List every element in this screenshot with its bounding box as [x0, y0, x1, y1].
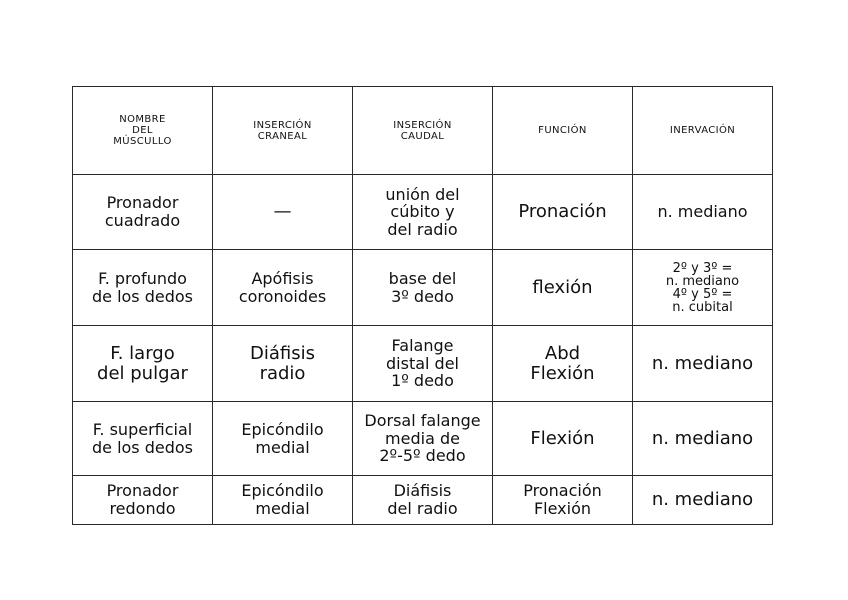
cell-innervation [633, 175, 773, 250]
cell-text: Diáfisis radio [250, 342, 315, 384]
cell-text: Apófisis coronoides [238, 268, 327, 306]
cell-text: F. largo del pulgar [97, 342, 188, 384]
header-innervation-text: INERVACIÓN [669, 125, 736, 136]
cell-text: Diáfisis del radio [387, 481, 458, 518]
cell-muscle-name [73, 250, 213, 326]
cell-muscle-name [73, 326, 213, 402]
cell-caudal-insertion [353, 476, 493, 525]
cell-cranial-insertion [213, 175, 353, 250]
cell-function [493, 175, 633, 250]
cell-muscle-name [73, 402, 213, 476]
cell-caudal-insertion [353, 250, 493, 326]
cell-caudal-insertion [353, 175, 493, 250]
cell-text: Dorsal falange media de 2º-5º dedo [364, 411, 481, 466]
cell-innervation [633, 402, 773, 476]
cell-text: Falange distal del 1º dedo [386, 336, 459, 391]
cell-function [493, 476, 633, 525]
cell-muscle-name [73, 175, 213, 250]
table-row [73, 326, 773, 402]
cell-text: n. mediano [651, 489, 754, 511]
cell-text: unión del cúbito y del radio [385, 184, 460, 239]
cell-cranial-insertion [213, 476, 353, 525]
cell-text: flexión [532, 276, 593, 298]
cell-cranial-insertion [213, 250, 353, 326]
cell-text: Flexión [530, 427, 595, 449]
header-innervation [633, 87, 773, 175]
header-cranial-insertion [213, 87, 353, 175]
cell-text: n. mediano [651, 352, 754, 374]
cell-text: Pronador redondo [106, 481, 179, 518]
cell-function [493, 402, 633, 476]
table-row [73, 175, 773, 250]
table-row [73, 476, 773, 525]
cell-innervation [633, 476, 773, 525]
cell-text: — [273, 201, 292, 223]
cell-caudal-insertion [353, 326, 493, 402]
cell-caudal-insertion [353, 402, 493, 476]
cell-text: Pronador cuadrado [104, 193, 181, 230]
cell-text: F. profundo de los dedos [91, 268, 194, 306]
cell-function [493, 326, 633, 402]
cell-cranial-insertion [213, 402, 353, 476]
cell-text: Pronación Flexión [523, 481, 602, 518]
cell-text: base del 3º dedo [388, 268, 457, 306]
cell-muscle-name [73, 476, 213, 525]
cell-function [493, 250, 633, 326]
cell-text: Abd Flexión [530, 342, 595, 384]
cell-text: 2º y 3º = n. mediano 4º y 5º = n. cubital [665, 260, 740, 315]
header-muscle-name [73, 87, 213, 175]
cell-cranial-insertion [213, 326, 353, 402]
cell-innervation [633, 250, 773, 326]
cell-text: n. mediano [651, 427, 754, 449]
header-caudal-insertion-text: INSERCIÓN CAUDAL [393, 119, 452, 142]
header-caudal-insertion [353, 87, 493, 175]
cell-text: Epicóndilo medial [241, 419, 324, 457]
cell-text: n. mediano [657, 202, 748, 222]
cell-text: F. superficial de los dedos [91, 419, 194, 457]
cell-innervation [633, 326, 773, 402]
cell-text: Pronación [518, 201, 607, 223]
cell-text: Epicóndilo medial [241, 481, 324, 518]
header-function-text: FUNCIÓN [538, 125, 587, 136]
muscle-table [72, 86, 773, 525]
header-muscle-name-text: NOMBRE DEL MÚSCULLO [113, 114, 172, 147]
header-function [493, 87, 633, 175]
header-cranial-insertion-text: INSERCIÓN CRANEAL [253, 119, 312, 142]
table-row [73, 402, 773, 476]
table-header-row [73, 87, 773, 175]
table-row [73, 250, 773, 326]
